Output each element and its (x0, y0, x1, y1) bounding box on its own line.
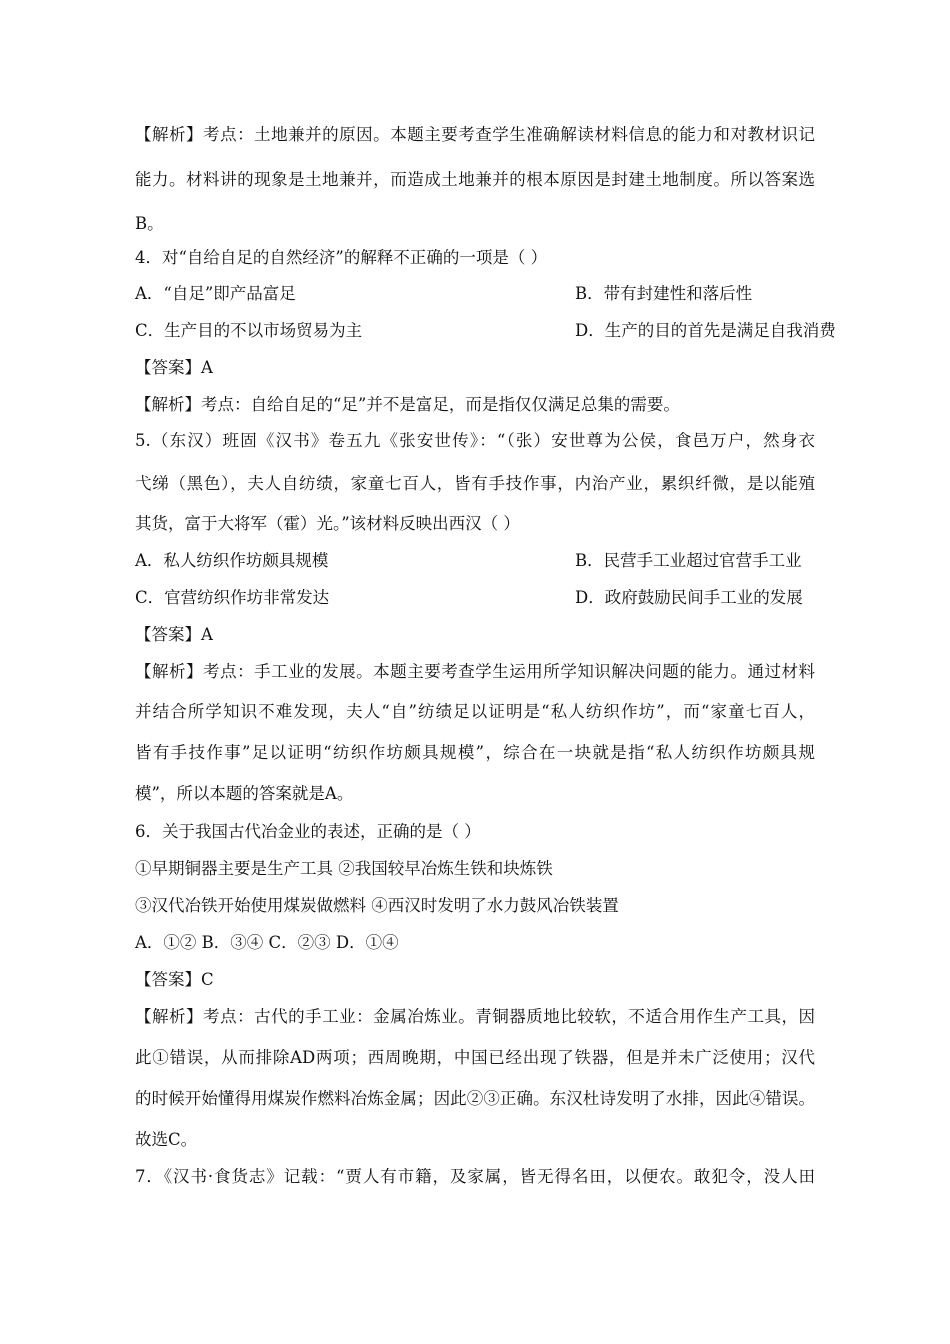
analysis-line: B。 (135, 214, 164, 233)
option-row (135, 587, 803, 609)
option-a: A．“自足”即产品富足 (135, 284, 296, 303)
analysis-line: 模”，所以本题的答案就是A。 (135, 784, 354, 803)
option-d: D．政府鼓励民间手工业的发展 (575, 588, 803, 607)
option-row: A．①② B．③④ C．②③ D．①④ (135, 933, 399, 952)
statement-line: ①早期铜器主要是生产工具 ②我国较早冶炼生铁和块炼铁 (135, 859, 553, 878)
analysis-line: 【解析】考点：土地兼并的原因。本题主要考查学生准确解读材料信息的能力和对教材识记 (135, 125, 815, 144)
question-6: 6．关于我国古代冶金业的表述，正确的是（ ） (135, 822, 481, 841)
option-row (135, 283, 753, 305)
option-a: A．私人纺织作坊颇具规模 (135, 551, 329, 570)
analysis-line: 故选C。 (135, 1130, 198, 1149)
statement-line: ③汉代冶铁开始使用煤炭做燃料 ④西汉时发明了水力鼓风冶铁装置 (135, 896, 619, 915)
question-5-line: 其货，富于大将军（霍）光。”该材料反映出西汉（ ） (135, 514, 520, 533)
analysis-line: 的时候开始懂得用煤炭作燃料冶炼金属；因此②③正确。东汉杜诗发明了水排，因此④错误。 (135, 1089, 815, 1108)
analysis-line: 并结合所学知识不难发现，夫人“自”纺绩足以证明是“私人纺织作坊”，而“家童七百人， (135, 702, 815, 721)
analysis-line: 此①错误，从而排除AD两项；西周晚期，中国已经出现了铁器，但是并未广泛使用；汉代 (135, 1048, 815, 1067)
analysis-line: 能力。材料讲的现象是土地兼并，而造成土地兼并的根本原因是封建土地制度。所以答案选 (135, 170, 815, 189)
option-row (135, 550, 802, 572)
analysis-line: 【解析】考点：古代的手工业：金属冶炼业。青铜器质地比较软，不适合用作生产工具，因 (135, 1007, 815, 1026)
question-5-line: 5.（东汉）班固《汉书》卷五九《张安世传》：“（张）安世尊为公侯，食邑万户，然身衣 (135, 431, 815, 450)
option-b: B．民营手工业超过官营手工业 (575, 551, 802, 570)
option-c: C．官营纺织作坊非常发达 (135, 588, 330, 607)
analysis-line: 【解析】考点：自给自足的“足”并不是富足，而是指仅仅满足总集的需要。 (135, 395, 680, 414)
question-7: 7．《汉书·食货志》记载：“贾人有市籍，及家属，皆无得名田，以便农。敢犯令，没人田 (135, 1167, 815, 1186)
analysis-line: 皆有手技作事”足以证明“纺织作坊颇具规模”，综合在一块就是指“私人纺织作坊颇具规 (135, 743, 815, 762)
answer: 【答案】A (135, 625, 213, 644)
question-4: 4．对“自给自足的自然经济”的解释不正确的一项是（ ） (135, 248, 548, 267)
option-c: C．生产目的不以市场贸易为主 (135, 321, 363, 340)
option-b: B．带有封建性和落后性 (575, 284, 753, 303)
option-row (135, 320, 836, 342)
analysis-line: 【解析】考点：手工业的发展。本题主要考查学生运用所学知识解决问题的能力。通过材料 (135, 662, 815, 681)
answer: 【答案】A (135, 358, 213, 377)
option-d: D．生产的目的首先是满足自我消费 (575, 321, 836, 340)
question-5-line: 弋绨（黑色），夫人自纺绩，家童七百人，皆有手技作事，内治产业，累织纤微，是以能殖 (135, 474, 815, 493)
answer: 【答案】C (135, 970, 214, 989)
